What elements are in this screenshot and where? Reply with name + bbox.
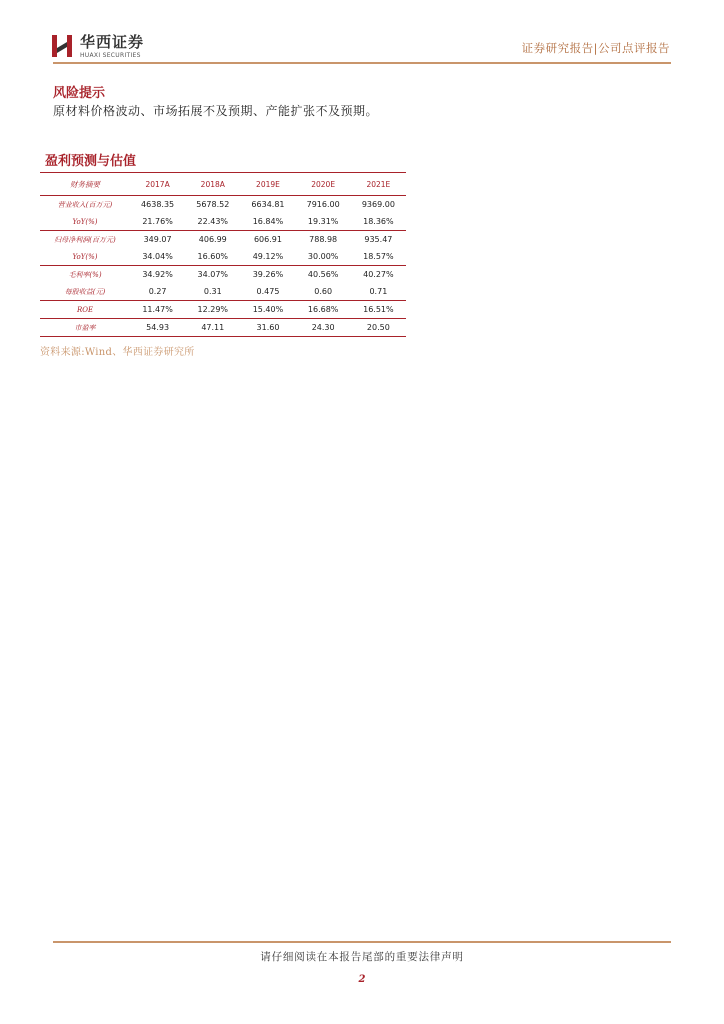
table-cell: 16.51% <box>351 301 406 319</box>
report-type: 证券研究报告|公司点评报告 <box>521 41 670 55</box>
table-cell: 22.43% <box>197 217 229 226</box>
table-row <box>40 196 406 214</box>
table-cell: 0.71 <box>369 287 388 296</box>
table-row <box>40 248 406 266</box>
table-cell: 18.57% <box>363 252 394 261</box>
row-label: 归母净利润(百万元) <box>40 231 130 249</box>
table-header-row <box>40 173 406 196</box>
table-cell: 40.27% <box>351 266 406 284</box>
table-cell: 0.27 <box>148 287 167 296</box>
table-header-label: 财务摘要 <box>40 173 130 196</box>
table-cell: 39.26% <box>240 266 295 284</box>
row-label: YoY(%) <box>72 252 98 261</box>
table-cell: 6634.81 <box>251 200 285 209</box>
table-cell: 406.99 <box>185 231 240 249</box>
table-cell: 30.00% <box>307 252 339 261</box>
row-label: 每股收益(元) <box>64 287 106 296</box>
table-cell: 34.04% <box>142 252 173 261</box>
brand-name-cn: 华西证券 <box>80 32 145 51</box>
table-cell: 4638.35 <box>141 200 175 209</box>
footer-divider <box>53 941 671 943</box>
row-label: 市盈率 <box>40 319 130 337</box>
risk-section-text: 原材料价格波动、市场拓展不及预期、产能扩张不及预期。 <box>53 104 379 118</box>
table-cell: 49.12% <box>252 252 284 261</box>
table-cell: 9369.00 <box>361 200 395 209</box>
table-source-note: 资料来源:Wind、华西证券研究所 <box>40 347 195 358</box>
table-row <box>40 231 406 249</box>
company-logo <box>50 33 144 59</box>
table-header-year: 2018A <box>185 173 240 196</box>
table-cell: 788.98 <box>296 231 351 249</box>
huaxi-logo-icon <box>50 33 74 59</box>
table-cell: 0.60 <box>314 287 333 296</box>
table-row <box>40 301 406 319</box>
table-cell: 24.30 <box>296 319 351 337</box>
brand-name-en: HUAXI SECURITIES <box>80 51 141 59</box>
table-cell: 0.31 <box>203 287 222 296</box>
table-cell: 40.56% <box>296 266 351 284</box>
table-cell: 0.475 <box>256 287 280 296</box>
table-header-year: 2019E <box>240 173 295 196</box>
row-label: 营业收入(百万元) <box>57 200 113 209</box>
table-header-year: 2017A <box>130 173 185 196</box>
financial-forecast-table <box>40 172 406 337</box>
table-cell: 12.29% <box>185 301 240 319</box>
footer-disclaimer: 请仔细阅读在本报告尾部的重要法律声明 <box>260 951 464 963</box>
table-cell: 16.60% <box>197 252 229 261</box>
header-divider <box>53 62 671 64</box>
table-cell: 606.91 <box>240 231 295 249</box>
table-row <box>40 283 406 301</box>
table-cell: 349.07 <box>130 231 185 249</box>
risk-section-title: 风险提示 <box>53 86 106 101</box>
table-row <box>40 266 406 284</box>
table-cell: 31.60 <box>240 319 295 337</box>
table-row <box>40 319 406 337</box>
table-cell: 21.76% <box>142 217 173 226</box>
table-cell: 935.47 <box>351 231 406 249</box>
table-cell: 20.50 <box>351 319 406 337</box>
row-label: 毛利率(%) <box>40 266 130 284</box>
table-row <box>40 213 406 231</box>
forecast-section-title: 盈利预测与估值 <box>45 154 137 169</box>
row-label: YoY(%) <box>72 217 98 226</box>
table-cell: 7916.00 <box>306 200 340 209</box>
table-cell: 54.93 <box>130 319 185 337</box>
table-header-year: 2020E <box>296 173 351 196</box>
table-cell: 15.40% <box>240 301 295 319</box>
table-cell: 5678.52 <box>196 200 230 209</box>
table-cell: 16.68% <box>296 301 351 319</box>
table-cell: 47.11 <box>185 319 240 337</box>
table-cell: 16.84% <box>252 217 284 226</box>
page-number: 2 <box>358 974 366 985</box>
table-cell: 11.47% <box>130 301 185 319</box>
table-cell: 34.07% <box>185 266 240 284</box>
table-cell: 18.36% <box>363 217 394 226</box>
table-cell: 34.92% <box>130 266 185 284</box>
table-header-year: 2021E <box>351 173 406 196</box>
row-label: ROE <box>40 301 130 319</box>
table-cell: 19.31% <box>307 217 339 226</box>
